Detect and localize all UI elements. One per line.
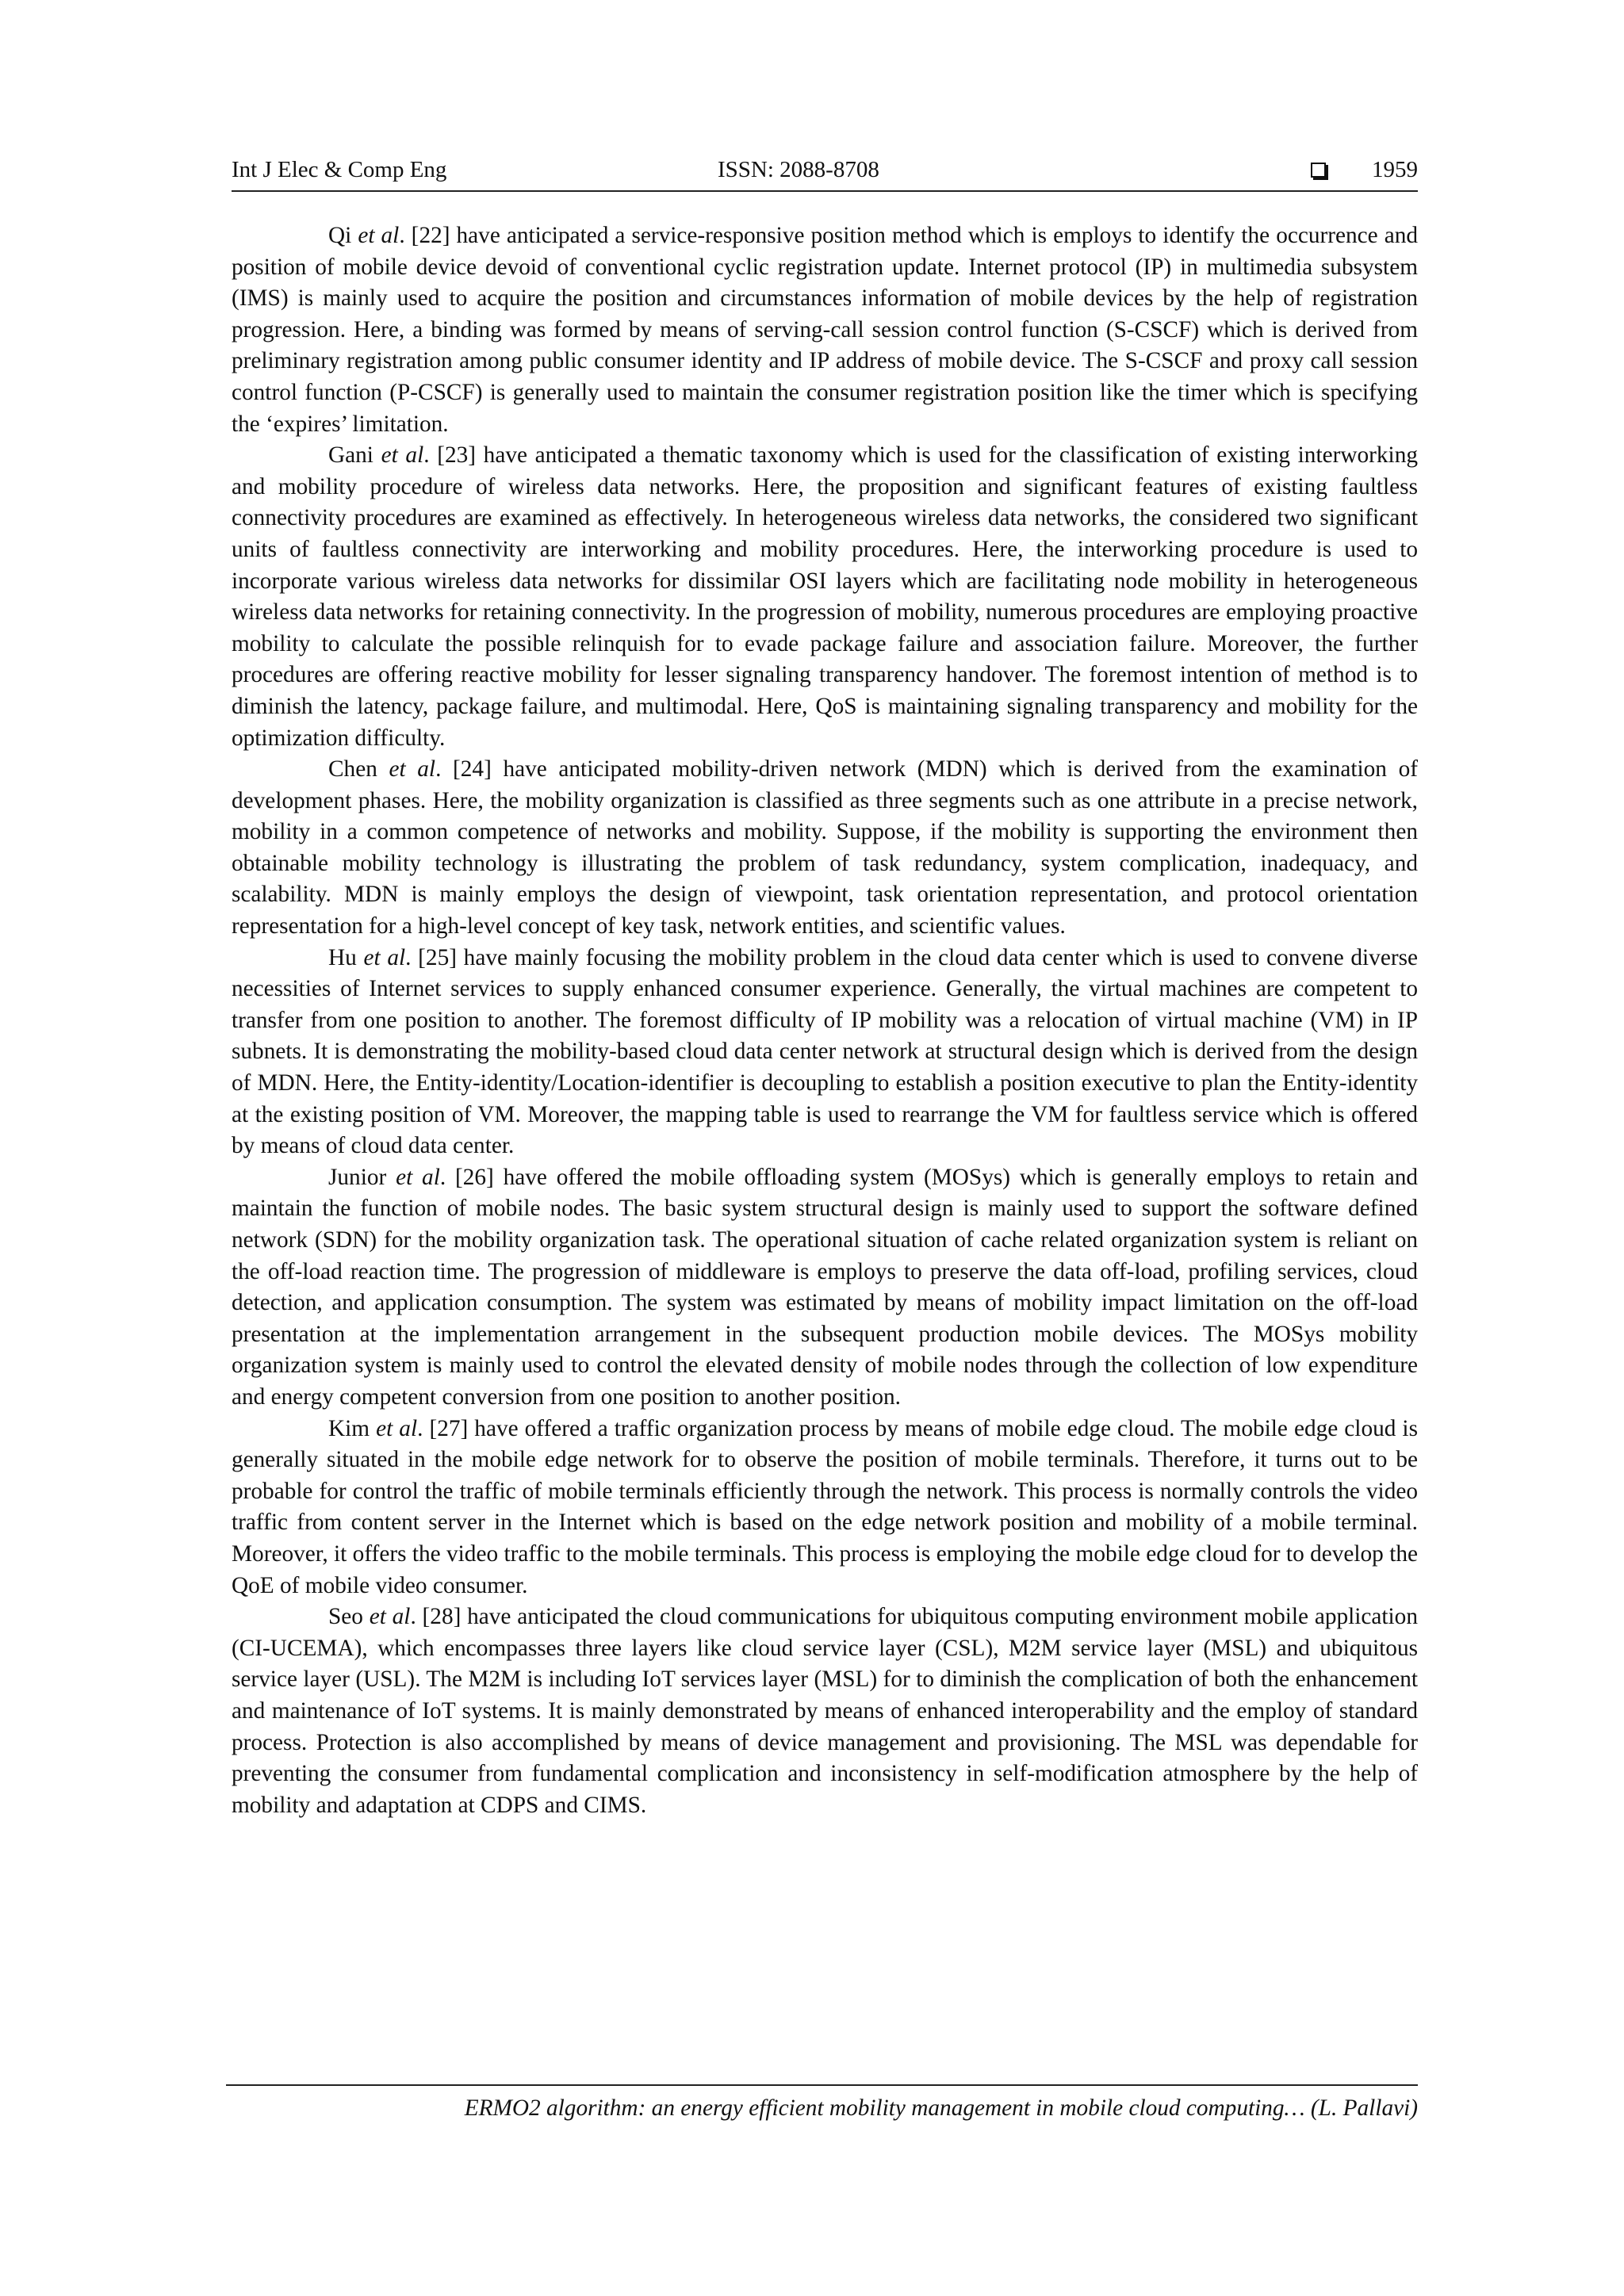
paragraph-qi [232, 220, 1418, 440]
paragraph-text: . [28] have anticipated the cloud communications for ubiquitous computing environment mobile application (CI-UCEMA), which encompasses three layers like cloud service layer (CSL), M2M service layer (MSL) and ubiquitous service layer (USL). The M2M is including IoT services layer (MSL) for to diminish the complication of both the enhancement and maintenance of IoT systems. It is mainly demonstrated by means of enhanced interoperability and the employ of standard process. Protection is also accomplished by means of device management and provisioning. The MSL was dependable for preventing the consumer from fundamental complication and inconsistency in self-modification atmosphere by the help of mobility and adaptation at CDPS and CIMS. [232, 1604, 1418, 1818]
paragraph-text: . [26] have offered the mobile offloading system (MOSys) which is generally employs to retain and maintain the function of mobile nodes. The basic system structural design is mainly used to support the software defined network (SDN) for the mobility organization task. The operational situation of cache related organization system is reliant on the off-load reaction time. The progression of middleware is employs to preserve the data off-load, profiling services, cloud detection, and application consumption. The system was estimated by means of mobility impact limitation on the off-load presentation at the implementation arrangement in the subsequent production mobile devices. The MOSys mobility organization system is mainly used to control the elevated density of mobile nodes through the collection of low expenditure and energy competent conversion from one position to another position. [232, 1164, 1418, 1410]
running-title: ERMO2 algorithm: an energy efficient mobility management in mobile cloud computing… (L. Pallavi) [464, 2095, 1418, 2121]
et-al: et al [381, 442, 424, 469]
paragraph-gani [232, 440, 1418, 754]
paragraph-text: . [27] have offered a traffic organization process by means of mobile edge cloud. The mobile edge cloud is generally situated in the mobile edge network for to observe the position of mobile terminals. Therefore, it turns out to be probable for control the traffic of mobile terminals efficiently through the network. This process is normally controls the video traffic from content server in the Internet which is based on the edge network position and mobility of a mobile terminal. Moreover, it offers the video traffic to the mobile terminals. This process is employing the mobile edge cloud for to develop the QoE of mobile video consumer. [232, 1415, 1418, 1598]
et-al: et al [369, 1604, 411, 1630]
paragraph-seo [232, 1601, 1418, 1821]
body-text [232, 220, 1418, 1821]
author-name: Hu [328, 944, 364, 970]
author-name: Seo [328, 1604, 370, 1630]
et-al: et al [396, 1164, 440, 1190]
paragraph-text: . [23] have anticipated a thematic taxonomy which is used for the classification of existing interworking and mobility procedure of wireless data networks. Here, the proposition and significant features of existing faultless connectivity procedures are examined as effectively. In heterogeneous wireless data networks, the considered two significant units of faultless connectivity are interworking and mobility procedures. Here, the interworking procedure is used to incorporate various wireless data networks for dissimilar OSI layers which are facilitating node mobility in heterogeneous wireless data networks for retaining connectivity. In the progression of mobility, numerous procedures are employing proactive mobility to calculate the possible relinquish for to evade package failure and association failure. Moreover, the further procedures are offering reactive mobility for lesser signaling transparency handover. The foremost intention of method is to diminish the latency, package failure, and multimodal. Here, QoS is maintaining signaling transparency and mobility for the optimization difficulty. [232, 442, 1418, 751]
et-al: et al [389, 756, 436, 783]
paragraph-text: . [25] have mainly focusing the mobility problem in the cloud data center which is used to convene diverse necessities of Internet services to supply enhanced consumer experience. Generally, the virtual machines are competent to transfer from one position to another. The foremost difficulty of IP mobility was a relocation of virtual machine (VM) in IP subnets. It is demonstrating the mobility-based cloud data center network at structural design which is derived from the design of MDN. Here, the Entity-identity/Location-identifier is decoupling to establish a position executive to plan the Entity-identity at the existing position of VM. Moreover, the mapping table is used to rearrange the VM for faultless service which is offered by means of cloud data center. [232, 944, 1418, 1159]
issn: ISSN: 2088-8708 [718, 157, 879, 182]
et-al: et al [363, 944, 406, 970]
page-number: 1959 [1372, 157, 1418, 182]
author-name: Kim [328, 1415, 377, 1441]
journal-name: Int J Elec & Comp Eng [232, 157, 447, 182]
et-al: et al [358, 223, 400, 248]
et-al: et al [376, 1415, 418, 1441]
page-footer [226, 2084, 1418, 2124]
author-name: Gani [328, 442, 373, 469]
paragraph-chen [232, 754, 1418, 943]
paragraph-hu [232, 943, 1418, 1162]
paragraph-junior [232, 1162, 1418, 1414]
square-bullet-icon [1311, 163, 1326, 178]
author-name: Chen [328, 756, 389, 783]
page-header [232, 155, 1418, 192]
paragraph-text: . [24] have anticipated mobility-driven network (MDN) which is derived from the examination of development phases. Here, the mobility organization is classified as three segments such as one attribute in a precise network, mobility in a common competence of networks and mobility. Suppose, if the mobility is supporting the environment then obtainable mobility technology is illustrating the problem of task redundancy, system complication, inadequacy, and scalability. MDN is mainly employs the design of viewpoint, task orientation representation, and protocol orientation representation for a high-level concept of key task, network entities, and scientific values. [232, 756, 1418, 939]
author-name: Qi [328, 223, 352, 248]
paragraph-kim [232, 1414, 1418, 1602]
author-name: Junior [328, 1164, 396, 1190]
paragraph-text: . [22] have anticipated a service-responsive position method which is employs to identify the occurrence and position of mobile device devoid of conventional cyclic registration update. Internet protocol (IP) in multimedia subsystem (IMS) is mainly used to acquire the position and circumstances information of mobile devices by the help of registration progression. Here, a binding was formed by means of serving-call session control function (S-CSCF) which is derived from preliminary registration among public consumer identity and IP address of mobile device. The S-CSCF and proxy call session control function (P-CSCF) is generally used to maintain the consumer registration position like the timer which is specifying the ‘expires’ limitation. [232, 223, 1418, 437]
